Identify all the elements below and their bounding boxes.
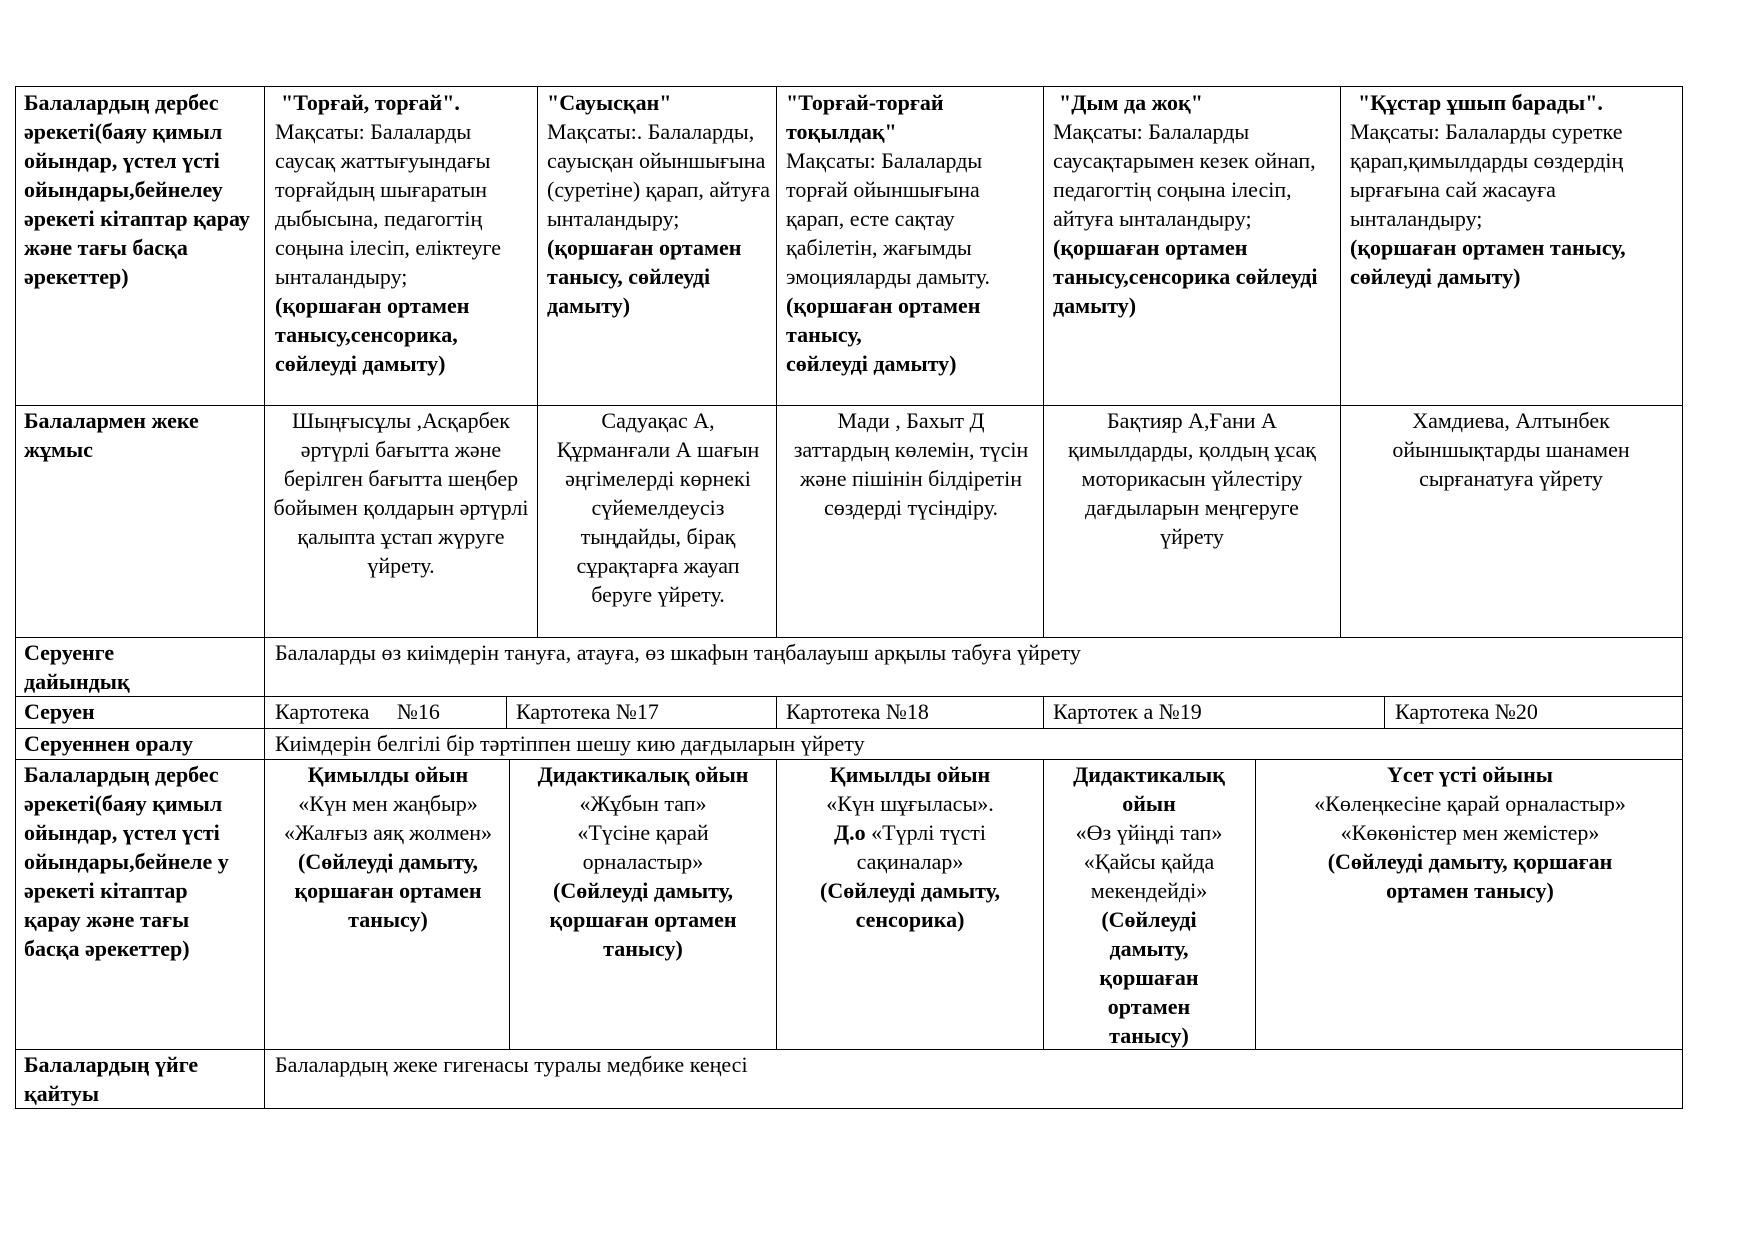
game-title: "Сауысқан" <box>547 90 672 115</box>
day-cell-3 <box>786 88 1038 378</box>
game-cell-2 <box>515 760 771 963</box>
walk-day-1: Картотека №16 <box>275 699 440 724</box>
game-name: «Көлеңкесіне қарай орналастыр» <box>1314 791 1626 816</box>
game-name: «Көкөністер мен жемістер» <box>1340 820 1600 845</box>
individual-work-day-2: Садуақас А, Құрманғали А шағын әңгімелерді көрнекі сүйемелдеусіз тыңдайды, бірақ сұрақтарға жауап беруге үйрету. <box>556 408 760 607</box>
game-title: "Құстар ұшып барады". <box>1358 90 1603 115</box>
day-cell-5 <box>1350 88 1678 291</box>
individual-work-day-4: Бақтияр А,Ғани А қимылдарды, қолдың ұсақ моторикасын үйлестіру дағдыларын меңгеруге үйрету <box>1068 408 1316 549</box>
game-type: Дидактикалық ойын <box>537 762 749 787</box>
game-goal: Мақсаты: Балаларды торғай ойыншығына қарап, есте сақтау қабілетін, жағымды эмоцияларды дамыту. <box>786 148 991 289</box>
game-areas: (қоршаған ортамен танысу,сенсорика, сөйлеуді дамыту) <box>275 293 470 376</box>
game-goal: Мақсаты: Балаларды саусақ жаттығуындағы торғайдың шығаратын дыбысына, педагогтің соңына ілесіп, еліктеуге ынталандыру; <box>275 119 501 289</box>
game-areas: (қоршаған ортамен танысу,сенсорика сөйлеуді дамыту) <box>1053 235 1318 318</box>
game-name: «Түсіне қарай орналастыр» <box>577 820 709 874</box>
game-cell-3 <box>783 760 1037 934</box>
game-name: «Өз үйіңді тап» <box>1075 820 1223 845</box>
walk-day-4: Картотек а №19 <box>1053 699 1202 724</box>
game-cell-4 <box>1049 760 1249 1050</box>
row-label-walk: Серуен <box>24 699 95 724</box>
game-name: «Түрлі түсті сақиналар» <box>856 820 986 874</box>
walk-day-5: Картотека №20 <box>1395 699 1538 724</box>
game-name: «Қайсы қайда мекендейді» <box>1083 849 1215 903</box>
game-areas: (қоршаған ортамен танысу, сөйлеуді дамыту) <box>1350 235 1626 289</box>
game-title: "Дым да жоқ" <box>1059 90 1203 115</box>
game-name: «Күн шұғыласы». <box>826 791 994 816</box>
day-cell-2 <box>547 88 773 320</box>
individual-work-day-5: Хамдиева, Алтынбек ойыншықтарды шанамен сырғанатуға үйрету <box>1392 408 1630 491</box>
walk-day-2: Картотека №17 <box>516 699 659 724</box>
game-name: «Жалғыз аяқ жолмен» <box>284 820 492 845</box>
game-type: Қимылды ойын <box>307 762 469 787</box>
game-goal: Мақсаты: Балаларды суретке қарап,қимылдарды сөздердің ырғағына сай жасауға ынталандыру; <box>1350 119 1624 231</box>
game-areas: (Сөйлеуді дамыту, қоршаған ортамен танысу) <box>294 849 482 932</box>
game-title: "Торғай, торғай". <box>281 90 460 115</box>
game-areas: (Сөйлеуді дамыту, қоршаған ортамен танысу) <box>1099 907 1199 1048</box>
individual-work-day-1: Шыңғысұлы ,Асқарбек әртүрлі бағытта және берілген бағытта шеңбер бойымен қолдарын әртүрлі қалыпта ұстап жүруге үйрету. <box>273 408 529 578</box>
game-areas: (қоршаған ортамен танысу, сөйлеуді дамыту) <box>547 235 742 318</box>
game-prefix: Д.о <box>834 820 866 845</box>
individual-work-day-3: Мади , Бахыт Д заттардың көлемін, түсін және пішінін білдіретін сөздерді түсіндіру. <box>793 408 1029 520</box>
game-goal: Мақсаты: Балаларды саусақтарымен кезек ойнап, педагогтің соңына ілесіп, айтуға ынталандыру; <box>1053 119 1316 231</box>
day-cell-4 <box>1053 88 1333 320</box>
game-type: Қимылды ойын <box>829 762 991 787</box>
game-name-line <box>783 818 1037 876</box>
game-title: "Торғай-торғай тоқылдақ" <box>786 90 944 144</box>
game-type: Дидактикалық ойын <box>1073 762 1225 816</box>
going-home-text: Балалардың жеке гигенасы туралы медбике кеңесі <box>275 1052 748 1077</box>
row-label-walk-prep: Серуенге дайындық <box>24 640 130 694</box>
game-name: «Күн мен жаңбыр» <box>298 791 478 816</box>
day-cell-1 <box>275 88 531 378</box>
game-cell-1 <box>273 760 503 934</box>
game-type: Үсет үсті ойыны <box>1387 762 1553 787</box>
game-areas: (Сөйлеуді дамыту, қоршаған ортамен танысу) <box>1327 849 1613 903</box>
walk-return-text: Киімдерін белгілі бір тәртіппен шешу кию дағдыларын үйрету <box>275 731 865 756</box>
game-areas: (қоршаған ортамен танысу, сөйлеуді дамыту) <box>786 293 981 376</box>
schedule-table <box>15 86 1683 1109</box>
game-name: «Жұбын тап» <box>579 791 707 816</box>
game-areas: (Сөйлеуді дамыту, қоршаған ортамен танысу) <box>549 878 737 961</box>
game-goal: Мақсаты:. Балаларды, сауысқан ойыншығына (суретіне) қарап, айтуға ынталандыру; <box>547 119 771 231</box>
walk-prep-text: Балаларды өз киімдерін тануға, атауға, өз шкафын таңбалауыш арқылы табуға үйрету <box>275 640 1081 665</box>
walk-day-3: Картотека №18 <box>786 699 929 724</box>
game-cell-5 <box>1265 760 1675 905</box>
row-label-free-activity-1: Балалардың дербес әрекеті(баяу қимыл ойындар, үстел үсті ойындары,бейнелеу әрекеті кітаптар қарау және тағы басқа әрекеттер) <box>24 90 250 289</box>
row-label-going-home: Балалардың үйге қайтуы <box>24 1052 199 1106</box>
row-label-walk-return: Серуеннен оралу <box>24 731 194 756</box>
game-areas: (Сөйлеуді дамыту, сенсорика) <box>820 878 1000 932</box>
row-label-free-activity-2: Балалардың дербес әрекеті(баяу қимыл ойындар, үстел үсті ойындары,бейнеле у әрекеті кітаптар қарау және тағы басқа әрекеттер) <box>24 762 229 961</box>
row-label-individual-work: Балалармен жеке жұмыс <box>24 408 199 462</box>
